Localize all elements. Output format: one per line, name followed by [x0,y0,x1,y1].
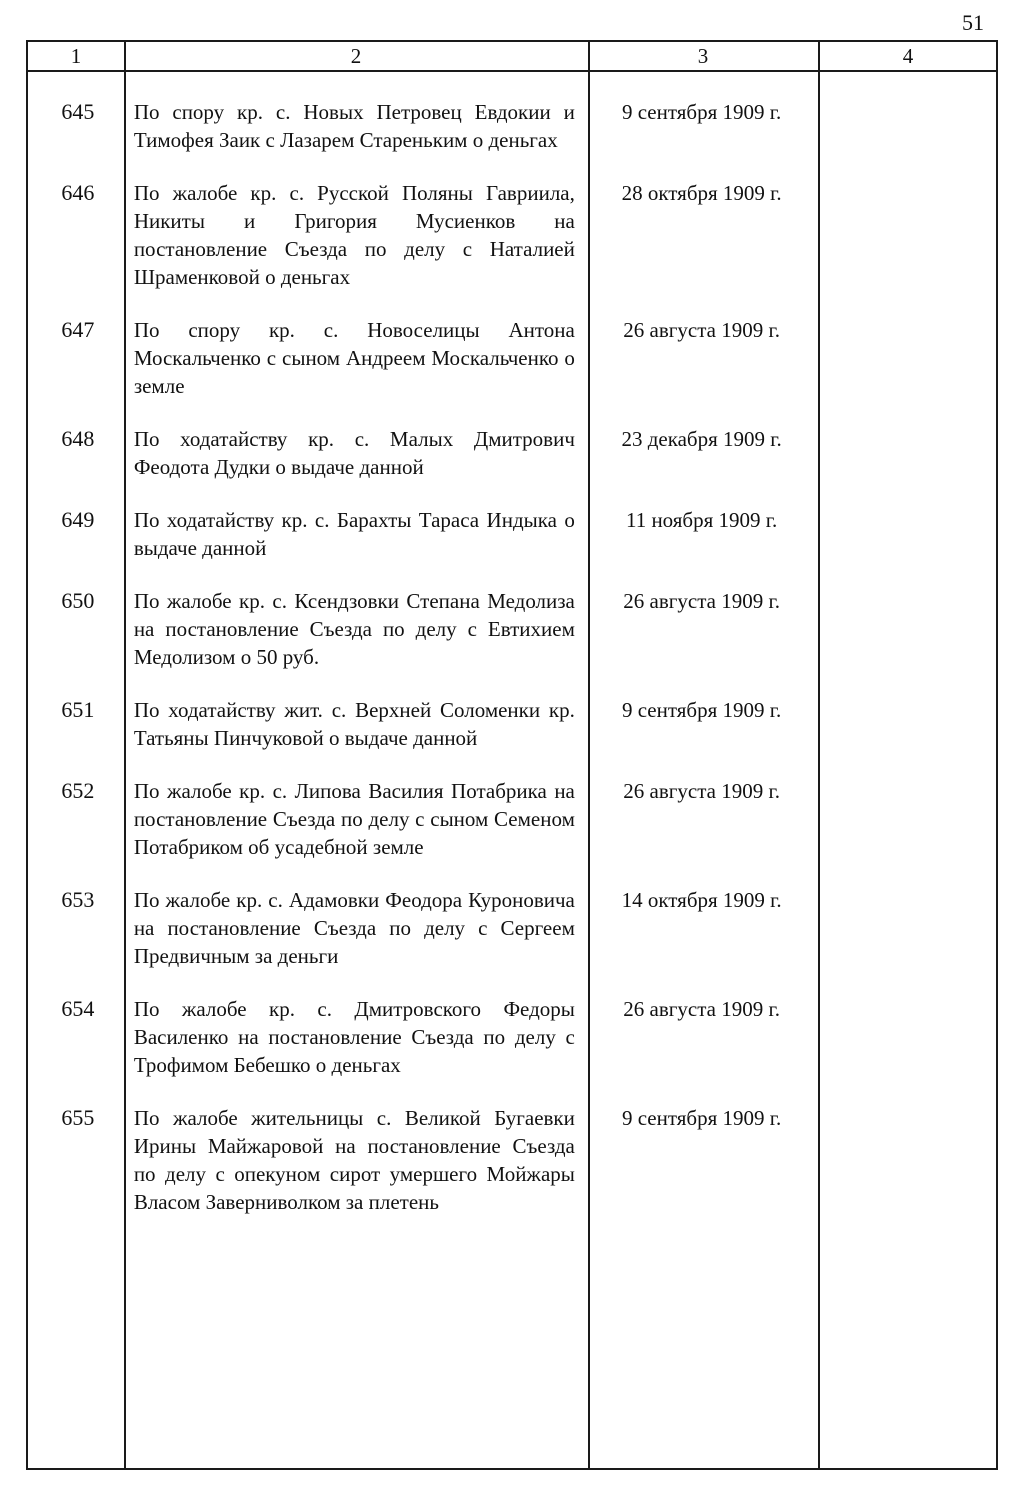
entry-note [816,995,996,1079]
entry-description: По жалобе кр. с. Ксендзовки Степана Медолиза на постановление Съезда по делу с Евтихием Медолизом о 50 руб. [133,589,575,669]
table-header [28,42,996,72]
entry-note [816,425,996,481]
entry-number: 649 [61,507,95,532]
table-row [28,1104,996,1216]
entry-number: 650 [61,588,95,613]
entry-date: 9 сентября 1909 г. [621,698,782,722]
column-header-4: 4 [902,44,914,68]
entry-description: По ходатайству жит. с. Верхней Соломенки кр. Татьяны Пинчуковой о выдаче данной [133,698,575,750]
table-row [28,98,996,154]
entry-note [816,1104,996,1216]
entry-number: 654 [61,996,95,1021]
column-header-3: 3 [697,44,709,68]
table-row [28,179,996,291]
table-row [28,316,996,400]
entry-description: По жалобе кр. с. Липова Василия Потабрика на постановление Съезда по делу с сыном Семеном Потабриком об усадебной земле [133,779,575,859]
page-number: 51 [962,10,984,35]
table-row [28,886,996,970]
entry-note [816,587,996,671]
entry-note [816,696,996,752]
entry-note [816,506,996,562]
entry-description: По жалобе кр. с. Адамовки Феодора Куроновича на постановление Съезда по делу с Сергеем Предвичным за деньги [133,888,575,968]
entry-description: По спору кр. с. Новых Петровец Евдокии и Тимофея Заик с Лазарем Стареньким о деньгах [133,100,575,152]
entry-date: 26 августа 1909 г. [623,589,780,613]
entry-number: 645 [61,99,95,124]
entry-note [816,179,996,291]
entry-description: По ходатайству кр. с. Барахты Тараса Индыка о выдаче данной [133,508,575,560]
entry-number: 647 [61,317,95,342]
table-row [28,425,996,481]
column-header-2: 2 [350,44,362,68]
entry-date: 28 октября 1909 г. [621,181,782,205]
entry-number: 653 [61,887,95,912]
entry-number: 651 [61,697,95,722]
entry-date: 14 октября 1909 г. [621,888,782,912]
entry-date: 11 ноября 1909 г. [625,508,778,532]
entry-number: 646 [61,180,95,205]
table-row [28,587,996,671]
table-body [28,98,996,1241]
entry-description: По ходатайству кр. с. Малых Дмитрович Феодота Дудки о выдаче данной [133,427,575,479]
entry-description: По спору кр. с. Новоселицы Антона Москальченко с сыном Андреем Москальченко о земле [133,318,575,398]
register-table [26,40,998,1470]
table-row [28,696,996,752]
entry-note [816,316,996,400]
table-row [28,506,996,562]
entry-description: По жалобе жительницы с. Великой Бугаевки Ирины Майжаровой на постановление Съезда по делу с опекуном сирот умершего Мойжары Власом Заверниволком за плетень [133,1106,575,1214]
entry-date: 23 декабря 1909 г. [621,427,782,451]
entry-number: 655 [61,1105,95,1130]
entry-number: 648 [61,426,95,451]
entry-note [816,777,996,861]
entry-date: 26 августа 1909 г. [623,997,780,1021]
entry-date: 9 сентября 1909 г. [621,100,782,124]
entry-date: 9 сентября 1909 г. [621,1106,782,1130]
entry-note [816,886,996,970]
entry-description: По жалобе кр. с. Дмитровского Федоры Василенко на постановление Съезда по делу с Трофимом Бебешко о деньгах [133,997,575,1077]
table-row [28,995,996,1079]
entry-number: 652 [61,778,95,803]
column-header-1: 1 [70,44,82,68]
entry-date: 26 августа 1909 г. [623,318,780,342]
entry-note [816,98,996,154]
entry-date: 26 августа 1909 г. [623,779,780,803]
entry-description: По жалобе кр. с. Русской Поляны Гавриила, Никиты и Григория Мусиенков на постановление Съезда по делу с Наталией Шраменковой о деньгах [133,181,575,289]
table-row [28,777,996,861]
